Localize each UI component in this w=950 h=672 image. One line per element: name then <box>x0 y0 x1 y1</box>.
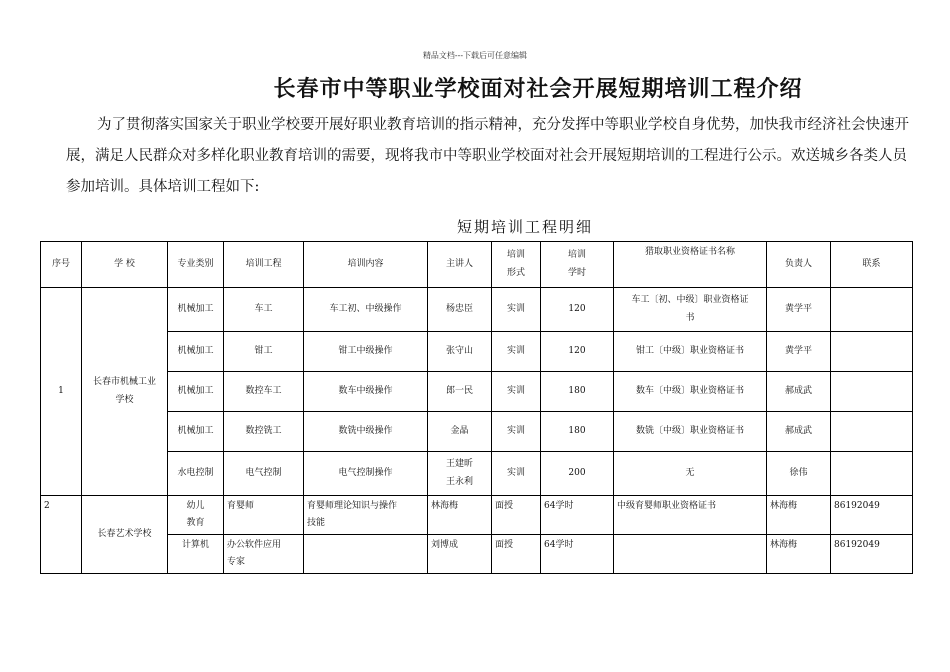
header-seq: 序号 <box>41 242 82 288</box>
cell-category: 幼儿 教育 <box>168 496 224 535</box>
cell-hours: 180 <box>541 412 614 452</box>
cell-person: 林海梅 <box>767 496 831 535</box>
cell-seq: 1 <box>41 288 82 496</box>
cell-form: 实训 <box>492 332 541 372</box>
cell-project: 育婴师 <box>224 496 304 535</box>
cell-hours: 64学时 <box>541 535 614 574</box>
cell-cert: 车工〔初、中级〕职业资格证 书 <box>614 288 767 332</box>
cell-seq: 2 <box>41 496 82 574</box>
cell-content: 钳工中级操作 <box>304 332 428 372</box>
header-contact: 联系 <box>831 242 913 288</box>
cell-category: 计算机 <box>168 535 224 574</box>
page-title: 长春市中等职业学校面对社会开展短期培训工程介绍 <box>273 76 803 102</box>
cell-contact <box>831 452 913 496</box>
cell-form: 面授 <box>492 535 541 574</box>
cell-content: 电气控制操作 <box>304 452 428 496</box>
cell-lecturer: 张守山 <box>428 332 492 372</box>
cell-contact <box>831 412 913 452</box>
watermark-text: 精品文档---下载后可任意编辑 <box>422 51 528 60</box>
cell-person: 郝成武 <box>767 412 831 452</box>
intro-paragraph: 为了贯彻落实国家关于职业学校要开展好职业教育培训的指示精神，充分发挥中等职业学校自身优势，加快我市经济社会快速开展，满足人民群众对多样化职业教育培训的需要，现将我市中等职业学校面对社会开展短期培训的工程进行公示。欢送城乡各类人员参加培训。具体培训工程如下: <box>66 117 909 195</box>
cell-project: 数控车工 <box>224 372 304 412</box>
cell-project: 电气控制 <box>224 452 304 496</box>
header-cert: 猎取职业资格证书名称 <box>614 242 767 288</box>
cell-form: 实训 <box>492 412 541 452</box>
table-row <box>41 496 913 535</box>
cell-content: 数车中级操作 <box>304 372 428 412</box>
cell-cert: 钳工〔中级〕职业资格证书 <box>614 332 767 372</box>
cell-lecturer: 郎一民 <box>428 372 492 412</box>
cell-content: 车工初、中级操作 <box>304 288 428 332</box>
cell-school: 长春艺术学校 <box>82 496 168 574</box>
cell-hours: 120 <box>541 288 614 332</box>
cell-category: 机械加工 <box>168 332 224 372</box>
header-school: 学 校 <box>82 242 168 288</box>
cell-cert <box>614 535 767 574</box>
cell-person: 徐伟 <box>767 452 831 496</box>
cell-content <box>304 535 428 574</box>
cell-form: 实训 <box>492 372 541 412</box>
cell-lecturer: 金晶 <box>428 412 492 452</box>
cell-project: 数控铣工 <box>224 412 304 452</box>
cell-hours: 180 <box>541 372 614 412</box>
cell-category: 机械加工 <box>168 372 224 412</box>
cell-lecturer: 刘博成 <box>428 535 492 574</box>
cell-project: 钳工 <box>224 332 304 372</box>
header-category: 专业类别 <box>168 242 224 288</box>
cell-contact: 86192049 <box>831 535 913 574</box>
cell-content: 育婴师理论知识与操作 技能 <box>304 496 428 535</box>
table-row <box>41 372 913 412</box>
training-table <box>40 241 913 574</box>
cell-cert: 无 <box>614 452 767 496</box>
cell-form: 面授 <box>492 496 541 535</box>
table-row <box>41 535 913 574</box>
cell-project: 办公软件应用 专家 <box>224 535 304 574</box>
table-row <box>41 412 913 452</box>
cell-category: 机械加工 <box>168 288 224 332</box>
cell-lecturer: 杨忠臣 <box>428 288 492 332</box>
cell-contact <box>831 332 913 372</box>
cell-person: 黄学平 <box>767 288 831 332</box>
table-caption: 短期培训工程明细 <box>456 218 593 236</box>
cell-person: 林海梅 <box>767 535 831 574</box>
table-header-row <box>41 242 913 288</box>
cell-cert: 中级育婴师职业资格证书 <box>614 496 767 535</box>
table-row <box>41 288 913 332</box>
cell-category: 水电控制 <box>168 452 224 496</box>
cell-contact <box>831 288 913 332</box>
header-form: 培训 形式 <box>492 242 541 288</box>
cell-project: 车工 <box>224 288 304 332</box>
header-lecturer: 主讲人 <box>428 242 492 288</box>
header-project: 培训工程 <box>224 242 304 288</box>
header-content: 培训内容 <box>304 242 428 288</box>
table-row <box>41 332 913 372</box>
cell-content: 数铣中级操作 <box>304 412 428 452</box>
header-hours: 培训 学时 <box>541 242 614 288</box>
cell-form: 实训 <box>492 452 541 496</box>
cell-contact: 86192049 <box>831 496 913 535</box>
cell-lecturer: 林海梅 <box>428 496 492 535</box>
cell-lecturer: 王建昕 王永利 <box>428 452 492 496</box>
table-row <box>41 452 913 496</box>
cell-person: 黄学平 <box>767 332 831 372</box>
cell-cert: 数车〔中级〕职业资格证书 <box>614 372 767 412</box>
cell-hours: 200 <box>541 452 614 496</box>
cell-cert: 数铣〔中级〕职业资格证书 <box>614 412 767 452</box>
cell-hours: 120 <box>541 332 614 372</box>
cell-hours: 64学时 <box>541 496 614 535</box>
header-person: 负责人 <box>767 242 831 288</box>
cell-form: 实训 <box>492 288 541 332</box>
cell-category: 机械加工 <box>168 412 224 452</box>
cell-school: 长春市机械工业 学校 <box>82 288 168 496</box>
cell-person: 郝成武 <box>767 372 831 412</box>
cell-contact <box>831 372 913 412</box>
